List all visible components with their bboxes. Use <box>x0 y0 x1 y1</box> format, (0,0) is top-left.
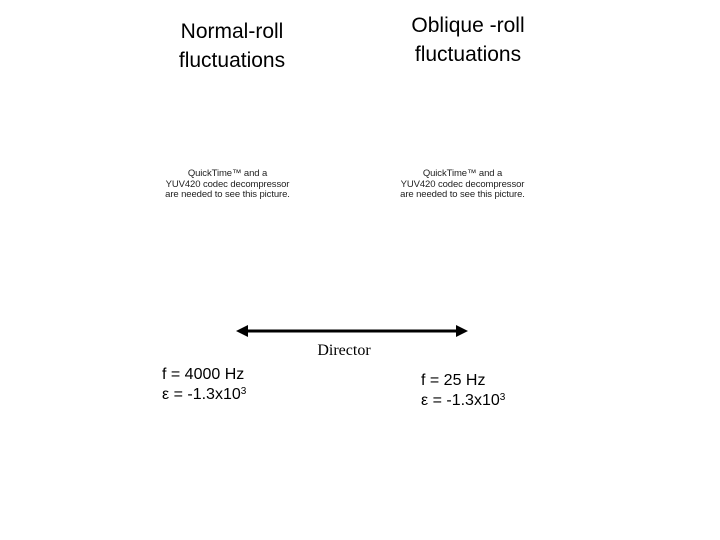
director-arrow-right-head <box>456 325 468 337</box>
quicktime-message-line1: QuickTime™ and a <box>187 168 268 179</box>
oblique-roll-frequency: f = 25 Hz <box>421 372 486 389</box>
normal-roll-parameters <box>162 365 362 407</box>
normal-roll-frequency: f = 4000 Hz <box>162 366 245 383</box>
oblique-roll-strain-exponent: 3 <box>499 392 506 403</box>
oblique-roll-strain <box>421 391 621 413</box>
quicktime-placeholder-left <box>140 169 315 201</box>
normal-roll-heading <box>150 17 314 75</box>
quicktime-message-line3: are needed to see this picture. <box>165 189 290 200</box>
quicktime-message-line2: YUV420 codec decompressor <box>165 178 290 190</box>
quicktime-message-line2: YUV420 codec decompressor <box>400 178 525 190</box>
director-arrow-left-head <box>236 325 248 337</box>
normal-roll-strain-value: ε = -1.3x10 <box>162 386 241 403</box>
director-double-arrow-icon <box>232 320 472 342</box>
quicktime-message-line1: QuickTime™ and a <box>422 168 503 179</box>
quicktime-message-line3: are needed to see this picture. <box>400 189 525 200</box>
oblique-roll-heading <box>385 11 551 69</box>
oblique-roll-parameters <box>421 371 621 413</box>
normal-roll-strain <box>162 385 362 407</box>
quicktime-placeholder-right <box>375 169 550 201</box>
oblique-roll-heading-line1: Oblique -roll <box>411 14 525 37</box>
oblique-roll-strain-value: ε = -1.3x10 <box>421 392 500 409</box>
normal-roll-strain-exponent: 3 <box>240 386 247 397</box>
oblique-roll-heading-line2: fluctuations <box>414 43 522 66</box>
normal-roll-heading-line2: fluctuations <box>178 49 286 72</box>
director-label: Director <box>317 342 371 359</box>
normal-roll-heading-line1: Normal-roll <box>180 20 284 43</box>
